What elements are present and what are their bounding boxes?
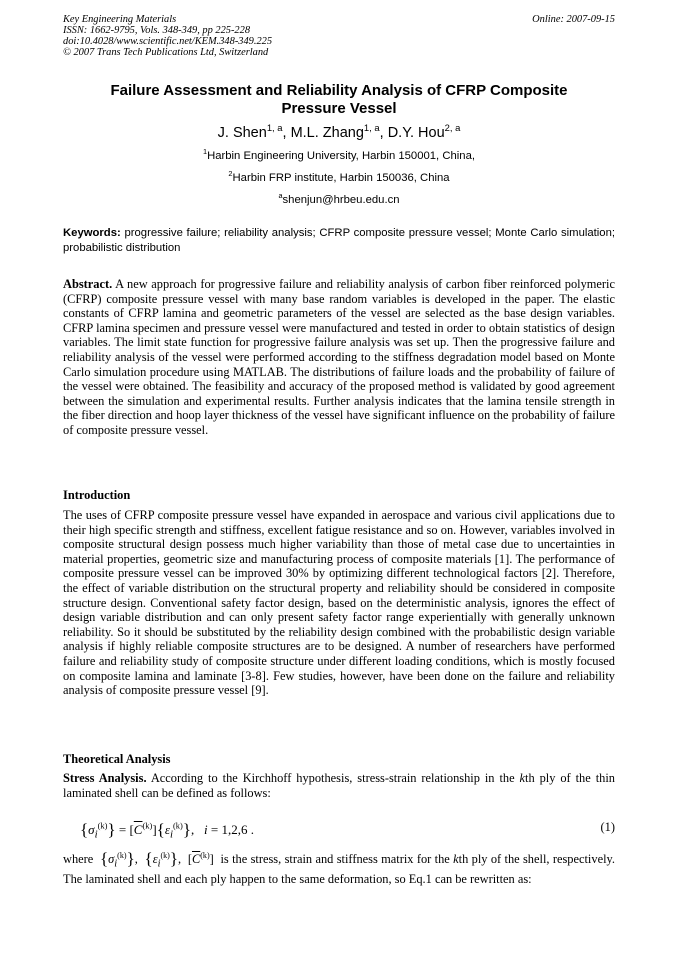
- stiffness-symbol: $\overline{C}$: [133, 822, 143, 837]
- keywords-text: progressive failure; reliability analysis; CFRP composite pressure vessel; Monte Carlo simulation; probabilistic distribution: [63, 227, 615, 254]
- eq-subscript: i: [157, 858, 161, 870]
- title-line-2: Pressure Vessel: [281, 100, 397, 117]
- eq-superscript: (k): [200, 850, 210, 860]
- author-name: M.L. Zhang: [290, 125, 364, 141]
- stress-text-part: According to the Kirchhoff hypothesis, stress-strain relationship in the: [150, 771, 520, 785]
- author-name: J. Shen: [217, 125, 267, 141]
- issn-line: ISSN: 1662-9795, Vols. 348-349, pp 225-228: [63, 25, 251, 36]
- eq-subscript: i: [169, 828, 173, 841]
- eq-index: i: [203, 822, 208, 837]
- email-text: shenjun@hrbeu.edu.cn: [282, 194, 400, 206]
- eq-range: = 1,2,6 .: [207, 822, 254, 837]
- introduction-heading: Introduction: [63, 488, 131, 502]
- introduction-paragraph: The uses of CFRP composite pressure vessel have expanded in aerospace and various civil applications due to their high specific strength and stiffness, excellent fatigue resistance and so on. However, variables involved in composite structural design possess much higher variability than those of metal case due to uncertainties in material properties, geometric size and manufacturing process of composite materials [1]. The performance of composite pressure vessel can be improved 30% by optimizing different technological factors [2]. Therefore, the effect of variable distribution on the structural property and reliability should be considered in composite structure design. Conventional safety factor design, based on the deterministic analysis, ignores the effect of design variable distribution and can only present safety factor range experientially with generally unknown reliability. So it should be substituted by the reliability design combined with the probabilistic design variable analysis if highly reliable composite structures are to be designed. A number of researchers have performed failure and reliability study of composite structure under different loading conditions, which is mostly focused on composite lamina and laminate [3-8]. Few studies, however, have been done on the failure and reliability analysis of composite pressure vessel [9].: [63, 508, 615, 698]
- ply-index-symbol: k: [519, 771, 526, 785]
- stiffness-symbol: $\overline{C}$: [191, 852, 201, 866]
- abstract-block: [63, 277, 615, 438]
- eq-superscript: (k): [97, 820, 108, 831]
- copyright-line: © 2007 Trans Tech Publications Ltd, Switzerland: [63, 47, 269, 58]
- author-list: J. Shen$^{1, a}$, M.L. Zhang$^{1, a}$, D.Y. Hou$^{2, a}$: [217, 122, 461, 141]
- equation-number: (1): [600, 820, 615, 834]
- where-paragraph: where $\{\sigma_i^{(k)}\}$, $\{\varepsilon_i^{(k)}\}$, $[\overline{C}^{(k)}]$ is the stress, strain and stiffness matrix for the kth ply of the shell, respectively. The laminated shell and each ply happen to the same deformation, so Eq.1 can be rewritten as:: [63, 849, 615, 887]
- affiliation-text: Harbin FRP institute, Harbin 150036, China: [232, 172, 450, 184]
- abstract-label: Abstract.: [63, 277, 113, 291]
- author-affiliation-mark: 1, a: [363, 122, 380, 134]
- eq-superscript: (k): [160, 850, 170, 860]
- ply-index-symbol: k: [453, 852, 459, 866]
- online-date: Online: 2007-09-15: [532, 14, 615, 25]
- author-name: D.Y. Hou: [387, 125, 445, 141]
- author-affiliation-mark: 2, a: [444, 122, 461, 134]
- affiliation-1: [63, 147, 615, 163]
- paper-title: [63, 82, 615, 118]
- doi-line: doi:10.4028/www.scientific.net/KEM.348-349.225: [63, 36, 273, 47]
- stress-symbol: σ: [88, 822, 95, 837]
- stress-symbol: σ: [108, 852, 115, 866]
- equation-1: $\{\sigma_i^{(k)}\} = [\overline{C}^{(k)}]\{\varepsilon_i^{(k)}\}$, i = 1,2,6 . (1): [80, 820, 615, 841]
- eq-superscript: (k): [142, 820, 153, 831]
- where-word: where: [63, 852, 94, 866]
- eq-subscript: i: [94, 828, 98, 841]
- affiliation-2: [63, 169, 615, 185]
- journal-name: Key Engineering Materials: [63, 14, 177, 25]
- affiliation-mark: 1: [202, 147, 208, 157]
- author-email: [63, 191, 615, 207]
- eq-superscript: (k): [117, 850, 127, 860]
- running-header: [63, 14, 615, 58]
- stress-analysis-paragraph: [63, 771, 615, 800]
- strain-symbol: ε: [152, 852, 158, 866]
- author-affiliation-mark: 1, a: [266, 122, 283, 134]
- eq-superscript: (k): [172, 820, 183, 831]
- stress-text-part: th ply of the thin laminated shell can be defined as follows:: [63, 771, 615, 800]
- affiliation-text: Harbin Engineering University, Harbin 150001, China,: [207, 150, 475, 162]
- theoretical-analysis-heading: Theoretical Analysis: [63, 752, 171, 766]
- strain-symbol: ε: [164, 822, 170, 837]
- abstract-text: A new approach for progressive failure and reliability analysis of carbon fiber reinforced polymeric (CFRP) composite pressure vessel with many base random variables is developed in the paper. The elastic constants of CFRP lamina and geometric parameters of the vessel are selected as the base design variables. CFRP lamina specimen and pressure vessel were manufactured and tested in order to obtain statistics of design variables. The limit state function for progressive failure analysis was set up. Then the progressive failure and reliability analysis of the vessel were performed according to the stiffness degradation model based on Monte Carlo simulation procedure using MATLAB. The distributions of failure loads and the probability of failure of the vessel were obtained. The feasibility and accuracy of the proposed method is validated by good agreement between the simulation and experimental results. Further analysis indicates that the lamina tensile strength in the fiber direction and hoop layer thickness of the vessel have significant influence on the probability of failure of composite pressure vessel.: [63, 277, 615, 437]
- where-text-part: is the stress, strain and stiffness matrix for the: [220, 852, 454, 866]
- title-line-1: Failure Assessment and Reliability Analysis of CFRP Composite: [110, 82, 568, 99]
- stress-analysis-label: Stress Analysis.: [63, 771, 147, 785]
- eq-subscript: i: [114, 858, 118, 870]
- affiliation-mark: 2: [228, 169, 233, 179]
- keywords-block: [63, 226, 615, 255]
- where-text-part: th ply of the shell, respectively. The laminated shell and each ply happen to the same deformation, so Eq.1 can be rewritten as:: [63, 852, 615, 887]
- keywords-label: Keywords:: [63, 227, 121, 239]
- email-mark: a: [278, 191, 283, 201]
